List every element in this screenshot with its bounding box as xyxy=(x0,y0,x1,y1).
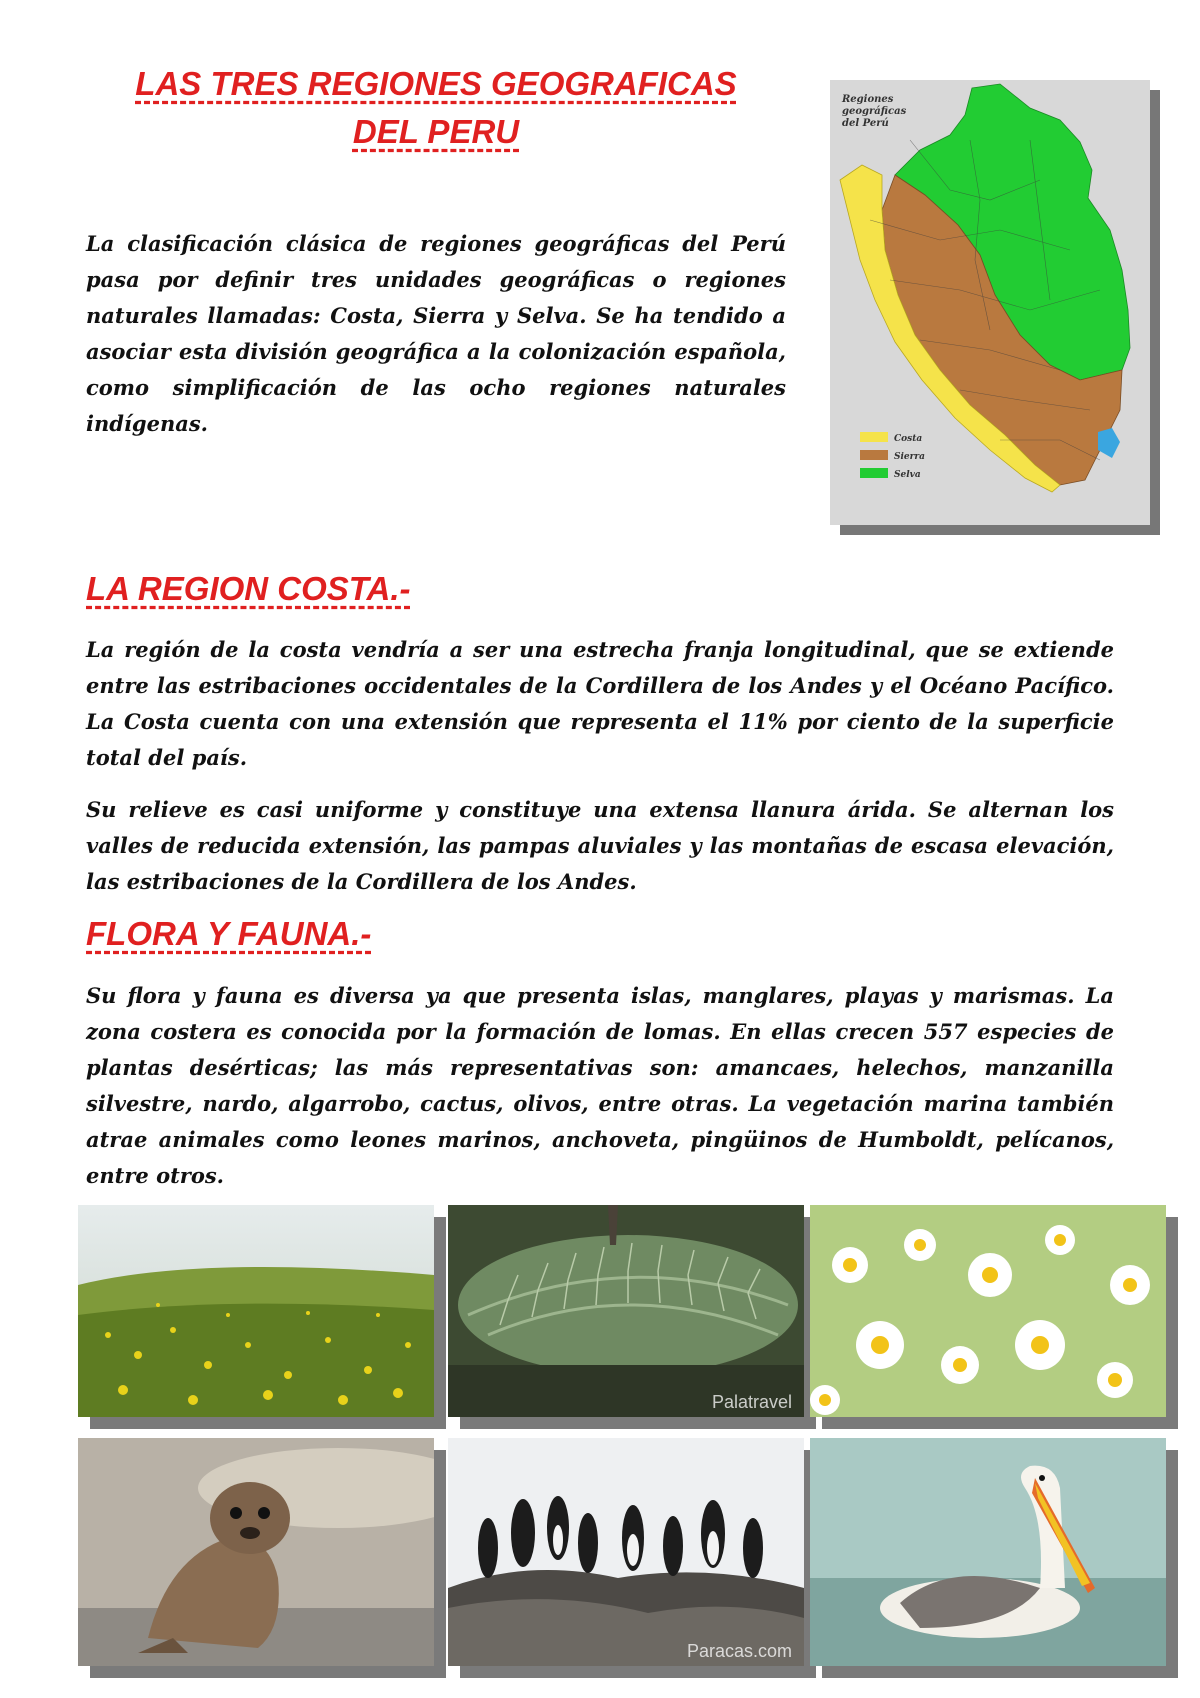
fern-watermark: Palatravel xyxy=(711,1392,792,1412)
birds-watermark: Paracas.com xyxy=(686,1641,792,1661)
costa-paragraph-2: Su relieve es casi uniforme y constituye una extensa llanura árida. Se alternan los valles de reducida extensión, las pampas aluviales y las montañas de escasa elevación, las estribaciones de la Cordillera de los Andes. xyxy=(86,797,1114,894)
map-title-1 xyxy=(841,94,894,105)
costa-heading: LA REGION COSTA.- xyxy=(86,570,411,607)
photo-pelican xyxy=(810,1438,1166,1666)
title-line-2: DEL PERU xyxy=(352,113,520,150)
map-title-3 xyxy=(842,118,889,129)
photo-guano-birds xyxy=(448,1438,804,1666)
map-title-line-3: del Perú xyxy=(842,118,889,129)
legend-swatch-selva xyxy=(860,468,888,478)
svg-text:Selva xyxy=(894,470,921,480)
page-title xyxy=(86,60,786,156)
legend-swatch-sierra xyxy=(860,450,888,460)
title-line-1: LAS TRES REGIONES GEOGRAFICAS xyxy=(135,65,737,102)
intro-paragraph: La clasificación clásica de regiones geográficas del Perú pasa por definir tres unidades geográficas o regiones naturales llamadas: Costa, Sierra y Selva. Se ha tendido a asociar esta división geográfica a la colonización española, como simplificación de las ocho regiones naturales indígenas. xyxy=(86,231,786,436)
legend-label-sierra: Sierra xyxy=(894,452,925,462)
peru-regions-map xyxy=(830,80,1150,525)
legend-label-selva: Selva xyxy=(894,470,921,480)
svg-text:Sierra xyxy=(894,452,925,462)
photo-amancaes-field xyxy=(78,1205,434,1417)
svg-text:Costa xyxy=(894,434,922,444)
legend-label-costa: Costa xyxy=(894,434,923,444)
peru-map-graphic xyxy=(830,80,1150,525)
photo-fern xyxy=(448,1205,804,1417)
costa-paragraph-1: La región de la costa vendría a ser una estrecha franja longitudinal, que se extiende entre las estribaciones occidentales de la Cordillera de los Andes y el Océano Pacífico. La Costa cuenta con una extensión que representa el 11% por ciento de la superficie total del país. xyxy=(86,637,1114,770)
photo-sea-lion xyxy=(78,1438,434,1666)
flora-fauna-heading: FLORA Y FAUNA.- xyxy=(86,915,372,952)
map-title-line-2: geográficas xyxy=(842,106,907,117)
photo-chamomile xyxy=(810,1205,1166,1417)
map-title-2 xyxy=(842,106,907,117)
legend-swatch-costa xyxy=(860,432,888,442)
map-title-line-1: Regiones xyxy=(842,94,894,105)
flora-fauna-paragraph: Su flora y fauna es diversa ya que presenta islas, manglares, playas y marismas. La zona costera es conocida por la formación de lomas. En ellas crecen 557 especies de plantas desérticas; las más representativas son: amancaes, helechos, manzanilla silvestre, nardo, algarrobo, cactus, olivos, entre otras. La vegetación marina también atrae animales como leones marinos, anchoveta, pingüinos de Humboldt, pelícanos, entre otros. xyxy=(86,983,1114,1188)
